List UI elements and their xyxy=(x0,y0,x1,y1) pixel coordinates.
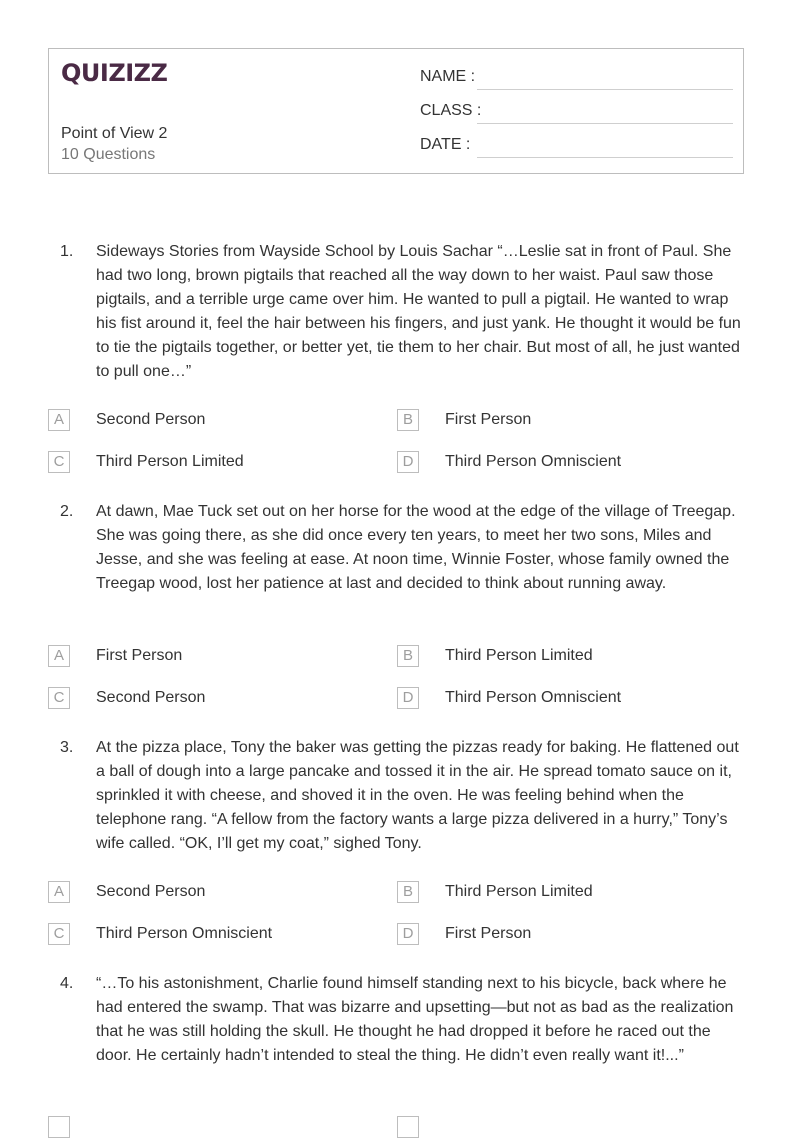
option-letter-box[interactable]: C xyxy=(48,687,70,709)
date-field-line[interactable] xyxy=(477,157,733,158)
option-letter-box[interactable]: A xyxy=(48,881,70,903)
question-number: 1. xyxy=(60,243,74,260)
option-text[interactable]: First Person xyxy=(96,647,183,664)
name-label: NAME : xyxy=(420,68,476,85)
option-text[interactable]: Third Person Limited xyxy=(445,883,593,900)
question-text: Sideways Stories from Wayside School by Louis Sachar “…Leslie sat in front of Paul. She had two long, brown pigtails that reached all the way down to her waist. Paul saw those pigtails, and a terrible urge came over him. He wanted to pull a pigtail. He wanted to wrap his fist around it, feel the hair between his fingers, and just yank. He thought it would be fun to tie the pigtails together, or better yet, tie them to her chair. But most of all, he just wanted to pull one…” xyxy=(96,243,741,380)
option-letter-box[interactable]: B xyxy=(397,645,419,667)
option-letter-box[interactable]: D xyxy=(397,687,419,709)
class-field-line[interactable] xyxy=(477,123,733,124)
option-letter-box[interactable] xyxy=(48,1116,70,1138)
question-number: 2. xyxy=(60,503,74,520)
option-letter-box[interactable]: C xyxy=(48,923,70,945)
question-number: 3. xyxy=(60,739,74,756)
option-text[interactable]: Third Person Omniscient xyxy=(445,453,622,470)
option-letter-box[interactable]: A xyxy=(48,409,70,431)
worksheet-title: Point of View 2 xyxy=(61,125,168,142)
question-text: “…To his astonishment, Charlie found himself standing next to his bicycle, back where he had entered the swamp. That was bizarre and upsetting—but not as bad as the realization that he was still holding the skull. He thought he had dropped it before he raced out the door. He certainly hadn’t intended to steal the thing. He didn’t even really want it!...” xyxy=(96,975,734,1064)
option-letter-box[interactable] xyxy=(397,1116,419,1138)
option-text[interactable]: Third Person Omniscient xyxy=(96,925,273,942)
option-text[interactable]: First Person xyxy=(445,925,532,942)
option-letter-box[interactable]: C xyxy=(48,451,70,473)
date-label: DATE : xyxy=(420,136,471,153)
option-text[interactable]: Third Person Omniscient xyxy=(445,689,622,706)
worksheet-header xyxy=(48,48,744,174)
name-field-line[interactable] xyxy=(477,89,733,90)
option-letter-box[interactable]: D xyxy=(397,923,419,945)
option-letter-box[interactable]: A xyxy=(48,645,70,667)
option-text[interactable]: Third Person Limited xyxy=(96,453,244,470)
option-text[interactable]: First Person xyxy=(445,411,532,428)
option-letter-box[interactable]: D xyxy=(397,451,419,473)
question-number: 4. xyxy=(60,975,74,992)
option-text[interactable]: Second Person xyxy=(96,883,206,900)
option-text[interactable]: Second Person xyxy=(96,411,206,428)
option-text[interactable]: Second Person xyxy=(96,689,206,706)
option-text[interactable]: Third Person Limited xyxy=(445,647,593,664)
class-label: CLASS : xyxy=(420,102,482,119)
option-letter-box[interactable]: B xyxy=(397,409,419,431)
question-text: At dawn, Mae Tuck set out on her horse for the wood at the edge of the village of Treegap. She was going there, as she did once every ten years, to meet her two sons, Miles and Jesse, and she was feeling at ease. At noon time, Winnie Foster, whose family owned the Treegap wood, lost her patience at last and decided to think about running away. xyxy=(96,503,736,592)
question-count: 10 Questions xyxy=(61,146,156,163)
option-letter-box[interactable]: B xyxy=(397,881,419,903)
quizizz-logo: QUIZIZZ xyxy=(61,59,168,87)
question-text: At the pizza place, Tony the baker was getting the pizzas ready for baking. He flattened out a ball of dough into a large pancake and tossed it in the air. He spread tomato sauce on it, sprinkled it with cheese, and shoved it in the oven. He was feeling behind when the telephone rang. “A fellow from the factory wants a large pizza delivered in a hurry,” Tony’s wife called. “OK, I’ll get my coat,” sighed Tony. xyxy=(96,739,739,852)
